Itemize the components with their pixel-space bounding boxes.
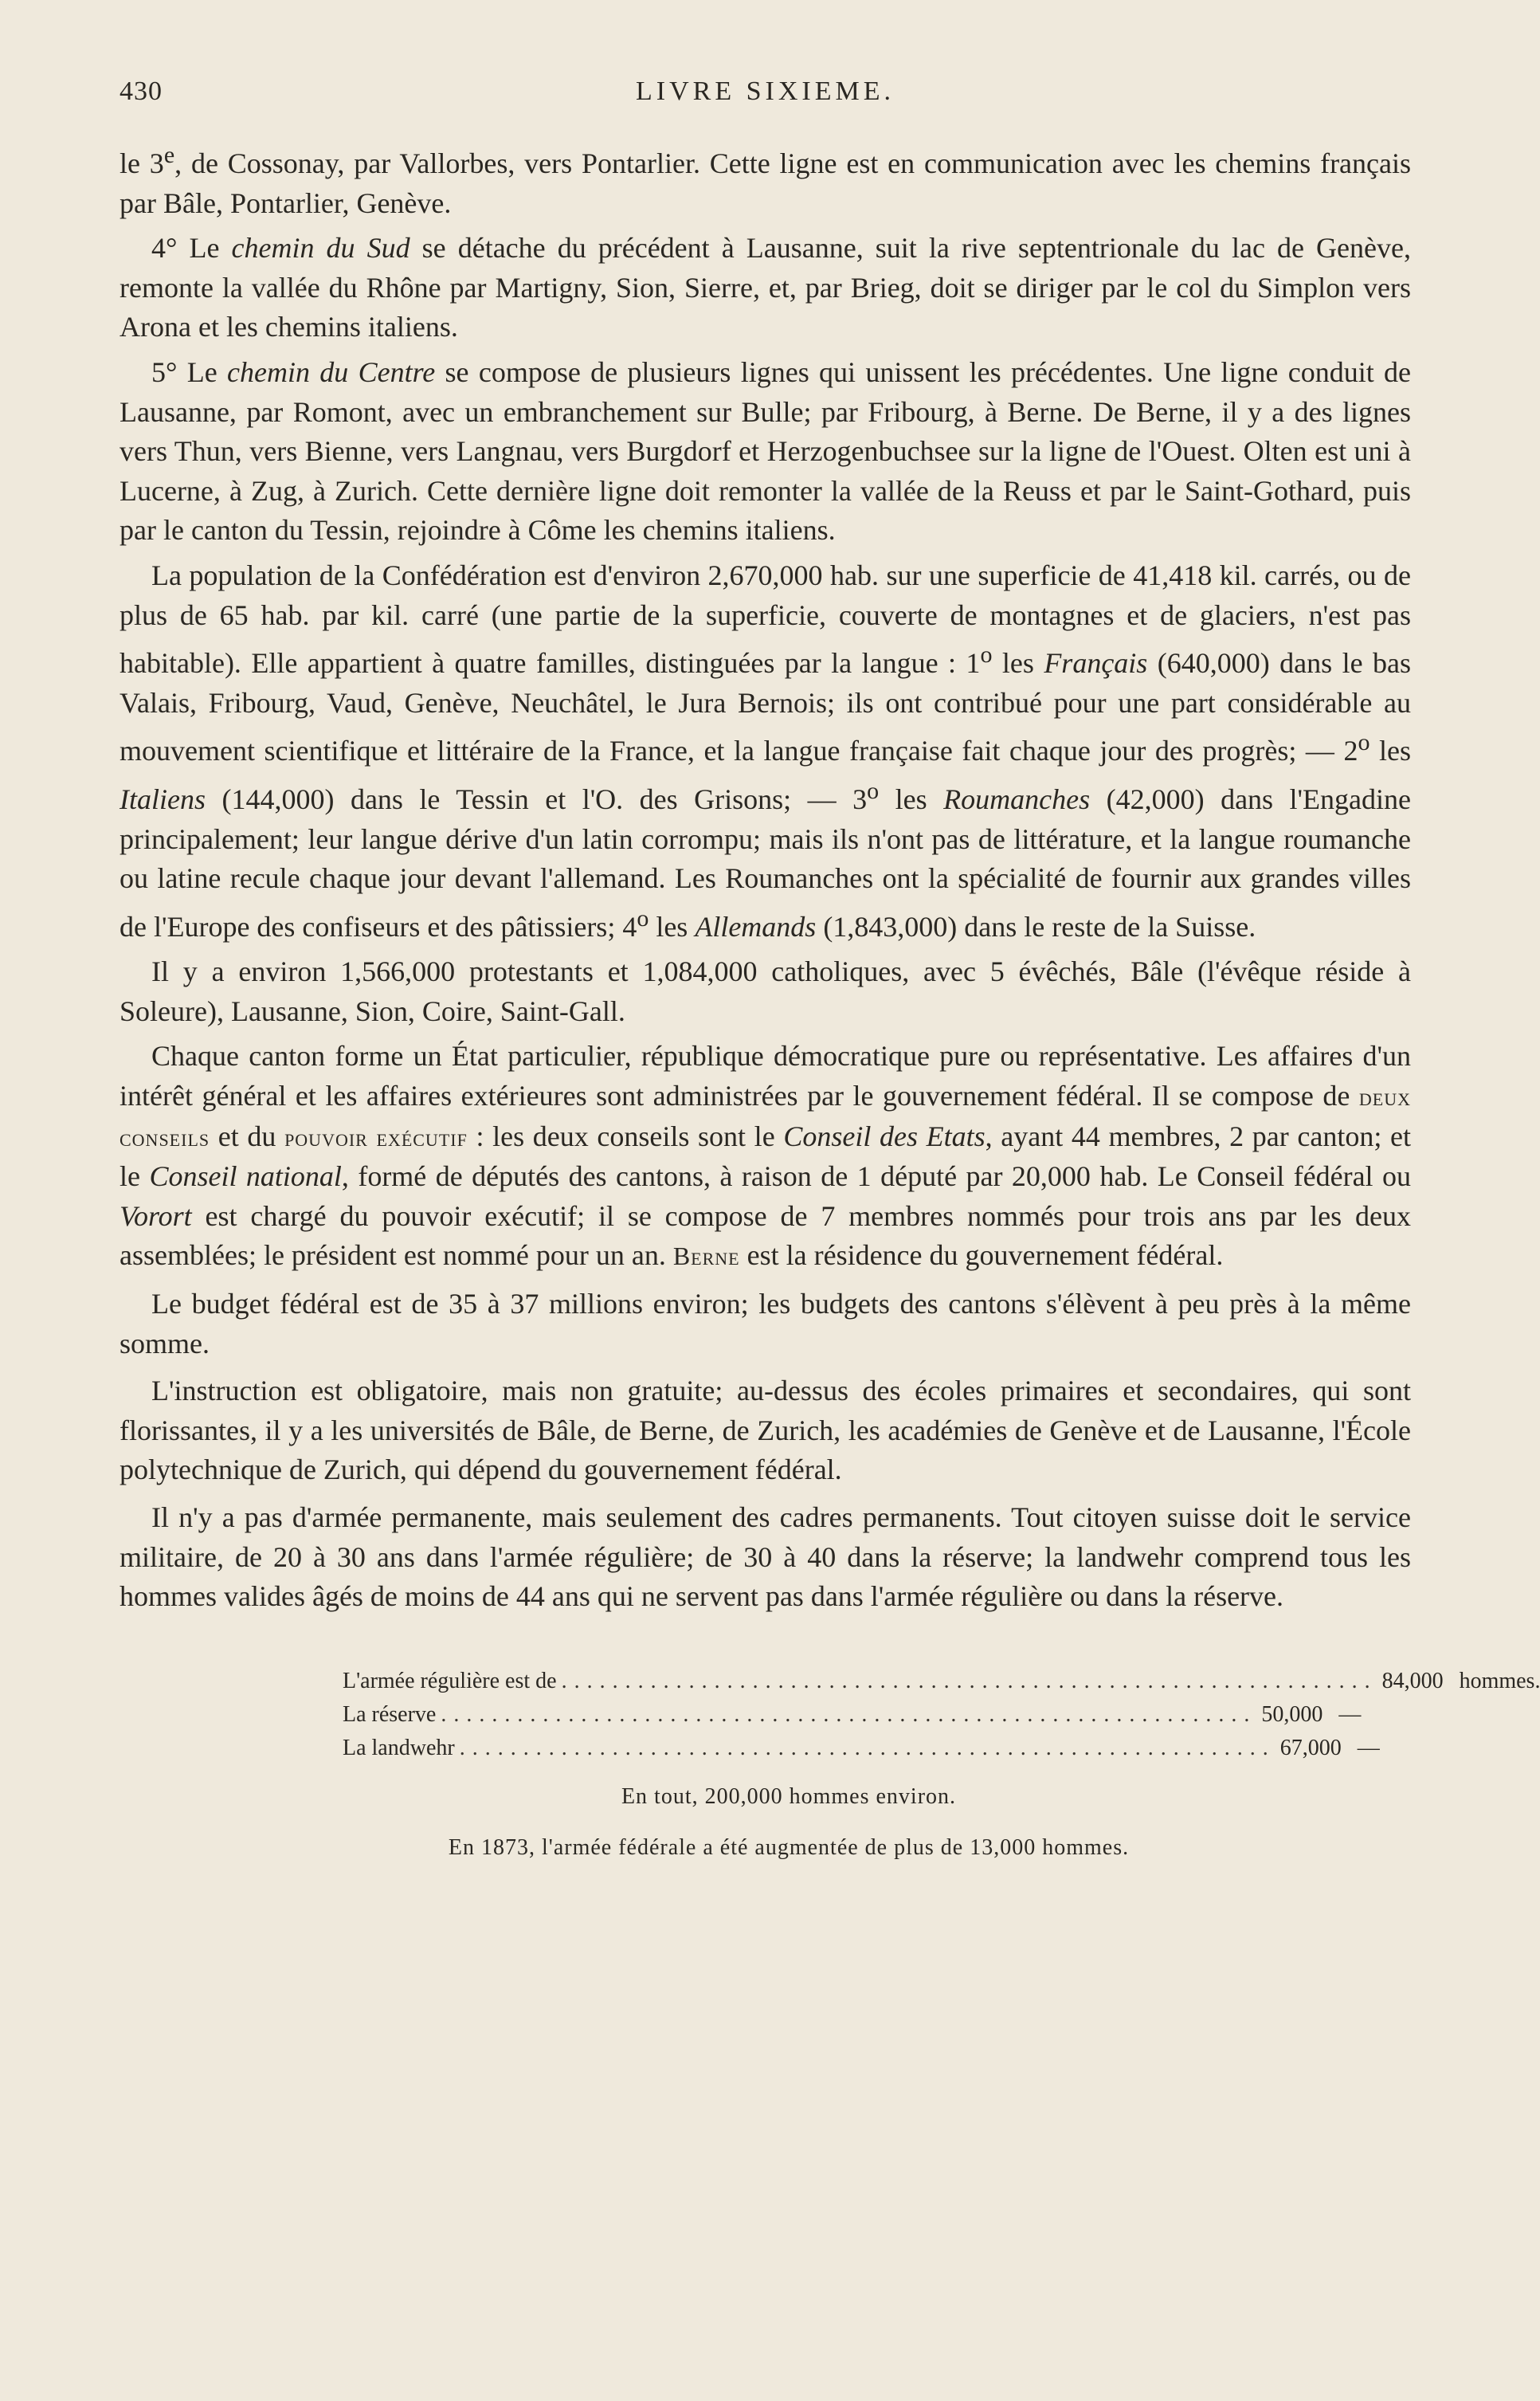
text-run: La population de la Confédération est d'environ 2,670,000 hab. sur une superficie de 41,418 kil. carrés, ou de plus de 65 hab. par kil. carré (une partie de la superficie, couverte de montagnes et de glaciers, n'est pas habitable). Elle appartient à quatre familles, distinguées par la langue : 1 bbox=[120, 559, 1411, 680]
paragraph-education: L'instruction est obligatoire, mais non gratuite; au-dessus des écoles primaires et secondaires, qui sont florissantes, il y a les universités de Bâle, de Berne, de Zurich, les académies de Genève et de Lausanne, l'École polytechnique de Zurich, qui dépend du gouvernement fédéral. bbox=[120, 1375, 1411, 1486]
text-run: (42,000) dans l'Engadine principalement; leur langue dérive d'un latin corrompu; mais ils n'ont pas de littérature, et la langue roumanche ou latine recule chaque jour devant l'allemand. Les Roumanches ont la spécialité de fournir aux grandes villes de l'Europe des confiseurs et des pâtissiers; 4 bbox=[120, 783, 1411, 943]
paragraph-government bbox=[120, 1037, 1411, 1277]
text-run: Chaque canton forme un État particulier, république démocratique pure ou représentative. Les affaires d'un intérêt général et les affaires extérieures sont administrées par le gouvernement fédéral. Il se compose de bbox=[120, 1040, 1411, 1112]
army-row-regular bbox=[343, 1665, 1540, 1698]
paragraph-railway-south bbox=[120, 229, 1411, 347]
superscript: o bbox=[1358, 729, 1370, 756]
row-label: La landwehr bbox=[343, 1735, 455, 1760]
paragraph-budget: Le budget fédéral est de 35 à 37 millions environ; les budgets des cantons s'élèvent à peu près à la même somme. bbox=[120, 1288, 1411, 1359]
text-run: les bbox=[649, 910, 696, 943]
army-footnote: En 1873, l'armée fédérale a été augmentée de plus de 13,000 hommes. bbox=[448, 1834, 1130, 1860]
row-value: 67,000 bbox=[1279, 1735, 1342, 1760]
text-run: est chargé du pouvoir exécutif; il se compose de 7 membres nommés pour trois ans par les deux assemblées; le président est nommé pour un an. bbox=[120, 1199, 1411, 1272]
text-run: : les deux conseils sont le bbox=[467, 1120, 784, 1152]
text-run: les bbox=[992, 647, 1044, 680]
row-label: La réserve bbox=[343, 1701, 437, 1727]
text-run: les bbox=[1370, 735, 1411, 767]
army-total: En tout, 200,000 hommes environ. bbox=[621, 1783, 957, 1809]
superscript: o bbox=[980, 641, 993, 669]
superscript: e bbox=[163, 142, 175, 168]
text-run: 4° Le bbox=[151, 232, 232, 265]
paragraph-railway-centre bbox=[120, 353, 1411, 551]
italic-term: Italiens bbox=[120, 783, 206, 815]
text-run: (640,000) dans le bas Valais, Fribourg, Vaud, Genève, Neuchâtel, le Jura Bernois; ils ont contribué pour une part considérable au mouvement scientifique et littéraire de la France, et la langue française fait chaque jour des progrès; — 2 bbox=[120, 647, 1411, 767]
row-value: 84,000 bbox=[1381, 1668, 1444, 1693]
running-title: LIVRE SIXIEME. bbox=[636, 77, 895, 106]
paragraph-population bbox=[120, 556, 1411, 947]
text-run: le 3 bbox=[120, 147, 164, 179]
dot-leader: ................................................................ bbox=[441, 1701, 1257, 1727]
row-label: L'armée régulière est de bbox=[343, 1668, 557, 1693]
italic-term: Conseil des Etats bbox=[783, 1120, 986, 1152]
italic-term: Roumanches bbox=[943, 783, 1091, 815]
row-unit: hommes. bbox=[1459, 1668, 1540, 1693]
italic-term: Conseil national bbox=[149, 1160, 342, 1193]
row-unit: — bbox=[1357, 1735, 1380, 1760]
dot-leader: ................................................................ bbox=[561, 1668, 1377, 1693]
italic-term: Français bbox=[1044, 647, 1148, 680]
row-unit: — bbox=[1338, 1701, 1362, 1727]
body-text bbox=[120, 135, 1540, 1861]
page-header bbox=[120, 70, 1411, 118]
text-run: 5° Le bbox=[151, 355, 227, 388]
italic-term: Allemands bbox=[695, 910, 817, 943]
page-number: 430 bbox=[120, 77, 163, 106]
text-run: , de Cossonay, par Vallorbes, vers Pontarlier. Cette ligne est en communication avec les chemins français par Bâle, Pontarlier, Genève. bbox=[120, 147, 1412, 219]
text-run: (1,843,000) dans le reste de la Suisse. bbox=[816, 910, 1256, 943]
text-run: se détache du précédent à Lausanne, suit la rive septentrionale du lac de Genève, remonte la vallée du Rhône par Martigny, Sion, Sierre, et, par Brieg, doit se diriger par le col du Simplon vers Arona et les chemins italiens. bbox=[120, 232, 1411, 343]
text-run: , formé de députés des cantons, à raison de 1 député par 20,000 hab. Le Conseil fédéral ou bbox=[341, 1160, 1411, 1193]
text-run: est la résidence du gouvernement fédéral. bbox=[739, 1239, 1224, 1272]
text-run: se compose de plusieurs lignes qui unissent les précédentes. Une ligne conduit de Lausanne, par Romont, avec un embranchement sur Bulle; par Fribourg, à Berne. De Berne, il y a des lignes vers Thun, vers Bienne, vers Langnau, vers Burgdorf et Herzogenbuchsee sur la ligne de l'Ouest. Olten est uni à Lucerne, à Zug, à Zurich. Cette dernière ligne doit remonter la vallée de la Reuss et par le Saint-Gothard, puis par le canton du Tessin, rejoindre à Côme les chemins italiens. bbox=[120, 355, 1411, 547]
paragraph-religion: Il y a environ 1,566,000 protestants et 1,084,000 catholiques, avec 5 évêchés, Bâle (l'évêque réside à Soleure), Lausanne, Sion, Coire, Saint-Gall. bbox=[120, 955, 1411, 1027]
row-value: 50,000 bbox=[1261, 1701, 1323, 1727]
superscript: o bbox=[867, 777, 880, 804]
text-run: et du bbox=[210, 1120, 285, 1152]
army-row-reserve bbox=[343, 1698, 1362, 1732]
dot-leader: ................................................................ bbox=[459, 1735, 1275, 1760]
army-row-landwehr bbox=[343, 1732, 1380, 1765]
small-caps-term: Berne bbox=[672, 1242, 740, 1271]
italic-term: chemin du Centre bbox=[227, 355, 436, 388]
text-run: (144,000) dans le Tessin et l'O. des Grisons; — 3 bbox=[205, 783, 868, 815]
italic-term: chemin du Sud bbox=[231, 232, 410, 265]
superscript: o bbox=[637, 904, 649, 932]
paragraph-army: Il n'y a pas d'armée permanente, mais seulement des cadres permanents. Tout citoyen suisse doit le service militaire, de 20 à 30 ans dans l'armée régulière; de 30 à 40 dans la réserve; la landwehr comprend tous les hommes valides âgés de moins de 44 ans qui ne servent pas dans l'armée régulière ou dans la réserve. bbox=[120, 1501, 1411, 1613]
army-table bbox=[343, 1665, 1540, 1861]
text-run: les bbox=[879, 783, 944, 815]
small-caps-term: pouvoir exécutif bbox=[284, 1122, 468, 1151]
text-run: , ayant 44 membres, 2 par canton; et le bbox=[120, 1120, 1411, 1193]
small-caps-term: deux conseils bbox=[120, 1082, 1411, 1151]
italic-term: Vorort bbox=[120, 1199, 192, 1232]
paragraph-railway-west-end bbox=[120, 135, 1411, 223]
